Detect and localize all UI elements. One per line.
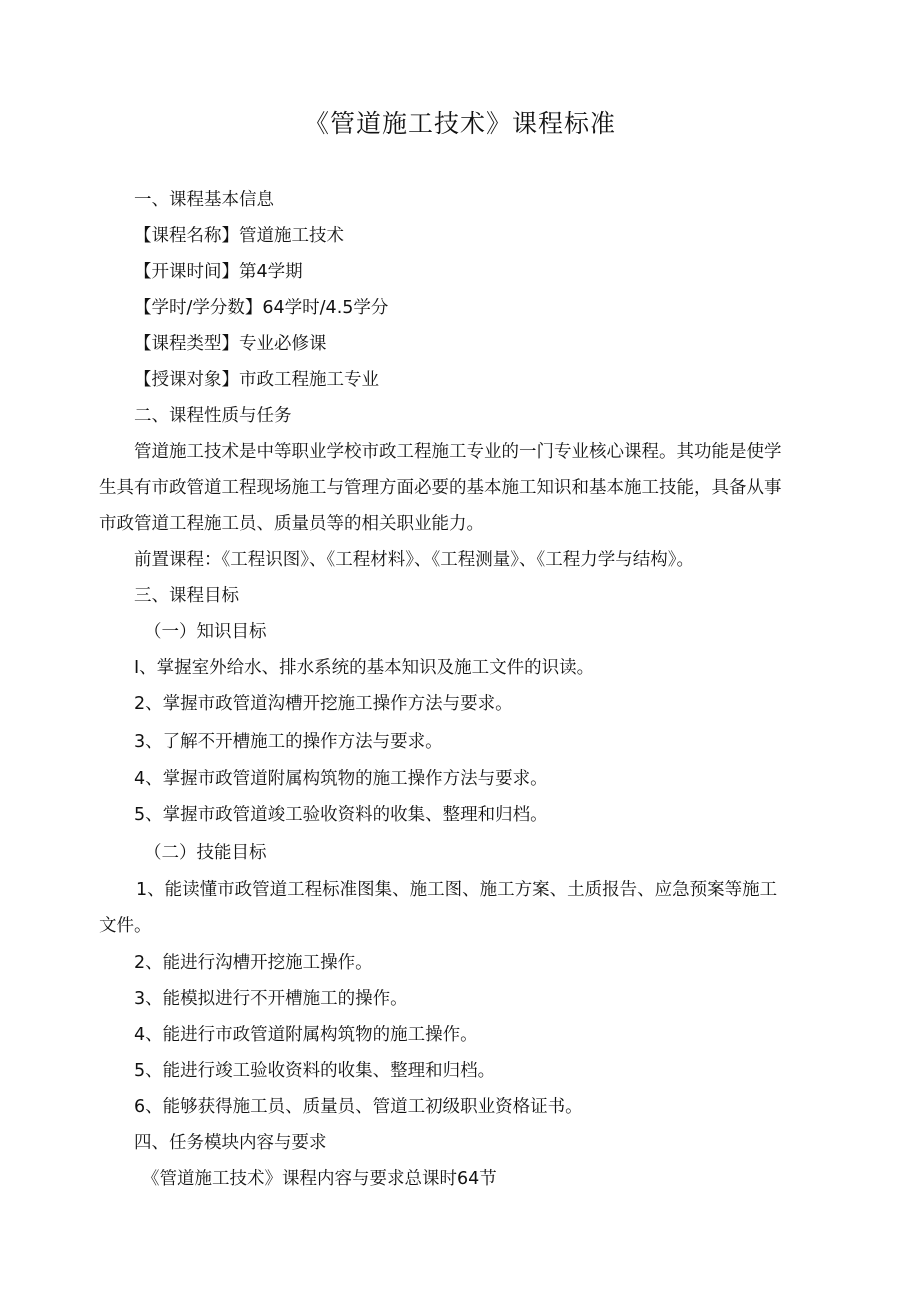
knowledge-item: 3、了解不开槽施工的操作方法与要求。 [134, 732, 443, 752]
paragraph-line: 管道施工技术是中等职业学校市政工程施工专业的一门专业核心课程。其功能是使学 [134, 442, 782, 462]
paragraph-line: 市政管道工程施工员、质量员等的相关职业能力。 [99, 514, 484, 534]
section-heading-nature: 二、课程性质与任务 [134, 406, 292, 426]
skill-item: 2、能进行沟槽开挖施工操作。 [134, 953, 373, 973]
skill-item: 3、能模拟进行不开槽施工的操作。 [134, 989, 408, 1009]
section-heading-basic-info: 一、课程基本信息 [134, 190, 274, 210]
knowledge-item: 2、掌握市政管道沟槽开挖施工操作方法与要求。 [134, 694, 513, 714]
paragraph-line: 生具有市政管道工程现场施工与管理方面必要的基本施工知识和基本施工技能，具备从事 [99, 478, 782, 498]
knowledge-item: 5、掌握市政管道竣工验收资料的收集、整理和归档。 [134, 805, 548, 825]
skill-item: 6、能够获得施工员、质量员、管道工初级职业资格证书。 [134, 1097, 583, 1117]
document-title: 《管道施工技术》课程标准 [303, 109, 616, 138]
skill-item: 4、能进行市政管道附属构筑物的施工操作。 [134, 1025, 478, 1045]
prerequisites: 前置课程：《工程识图》、《工程材料》、《工程测量》、《工程力学与结构》。 [134, 550, 694, 570]
field-course-name: 【课程名称】管道施工技术 [134, 226, 344, 246]
section-heading-objectives: 三、课程目标 [134, 586, 239, 606]
knowledge-item: 4、掌握市政管道附属构筑物的施工操作方法与要求。 [134, 769, 548, 789]
paragraph-line: 1、能读懂市政管道工程标准图集、施工图、施工方案、土质报告、应急预案等施工 [136, 880, 778, 900]
field-audience: 【授课对象】市政工程施工专业 [134, 370, 379, 390]
modules-summary: 《管道施工技术》课程内容与要求总课时64节 [142, 1169, 497, 1189]
subheading-skills: （二）技能目标 [144, 843, 267, 863]
paragraph-line: 文件。 [99, 916, 152, 936]
subheading-knowledge: （一）知识目标 [144, 622, 267, 642]
section-heading-modules: 四、任务模块内容与要求 [134, 1133, 327, 1153]
skill-item-1 [99, 872, 824, 944]
field-term: 【开课时间】第4学期 [134, 262, 303, 282]
skill-item: 5、能进行竣工验收资料的收集、整理和归档。 [134, 1061, 496, 1081]
knowledge-item: I、掌握室外给水、排水系统的基本知识及施工文件的识读。 [134, 658, 595, 678]
field-hours-credits: 【学时/学分数】64学时/4.5学分 [134, 298, 389, 318]
field-course-type: 【课程类型】专业必修课 [134, 334, 327, 354]
nature-paragraph [99, 434, 824, 542]
